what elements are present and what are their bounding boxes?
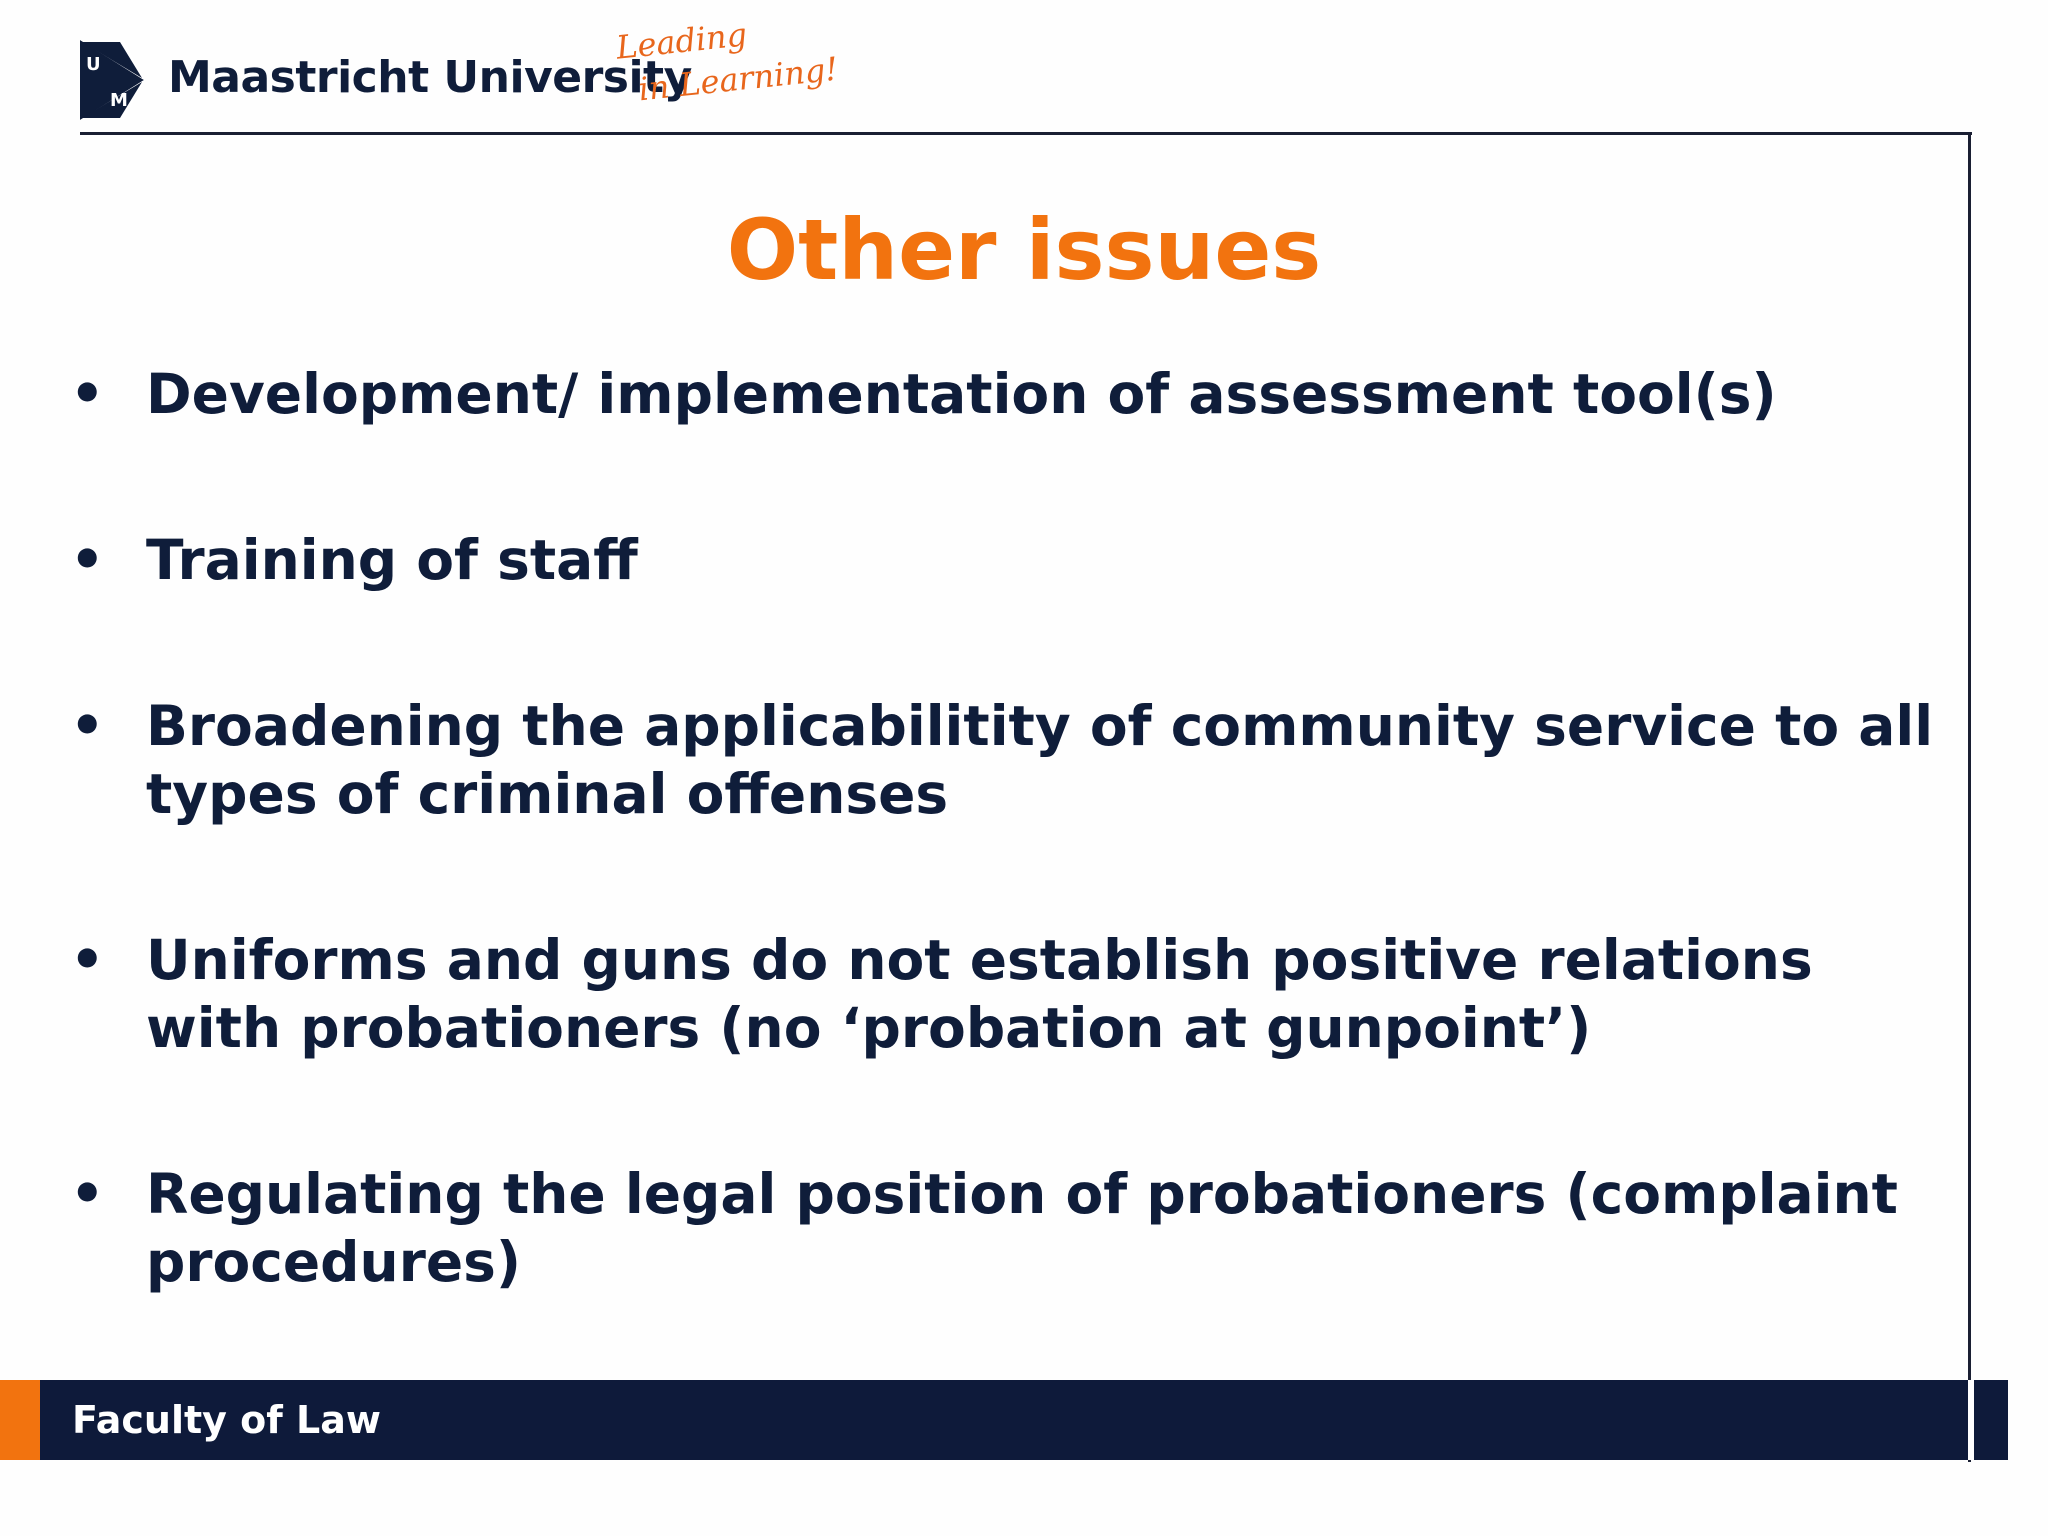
bullet-dot-icon: • — [70, 362, 105, 425]
right-divider — [1968, 132, 1971, 1462]
tagline-line-1: Leading — [614, 15, 749, 67]
tagline-line-2: in Learning! — [636, 49, 840, 109]
logo-letter-m: M — [110, 90, 128, 111]
um-logo-icon — [80, 40, 144, 120]
bullet-item — [70, 926, 1960, 1062]
logo-letter-u: U — [86, 54, 101, 75]
footer-faculty-label: Faculty of Law — [72, 1398, 381, 1442]
slide-title: Other issues — [726, 201, 1322, 299]
university-name: Maastricht University — [168, 52, 692, 103]
bullet-text: Broadening the applicabilitity of community service to all types of criminal offenses — [146, 694, 1934, 826]
bullet-item — [70, 526, 1960, 594]
bullet-text: Uniforms and guns do not establish positive relations with probationers (no ‘probation at gunpoint’) — [146, 928, 1813, 1060]
bullet-dot-icon: • — [70, 928, 105, 991]
bullet-text: Regulating the legal position of probationers (complaint procedures) — [146, 1162, 1898, 1294]
bullet-text: Development/ implementation of assessment tool(s) — [146, 362, 1777, 426]
tagline — [614, 15, 840, 109]
bullet-item — [70, 360, 1960, 428]
header-divider — [80, 132, 1972, 135]
bullet-dot-icon: • — [70, 1162, 105, 1225]
bullet-dot-icon: • — [70, 528, 105, 591]
bullet-item — [70, 1160, 1960, 1296]
footer-gap — [1968, 1380, 1974, 1460]
footer-accent — [0, 1380, 40, 1460]
bullet-dot-icon: • — [70, 694, 105, 757]
bullet-text: Training of staff — [146, 528, 638, 592]
bullet-item — [70, 692, 1960, 828]
